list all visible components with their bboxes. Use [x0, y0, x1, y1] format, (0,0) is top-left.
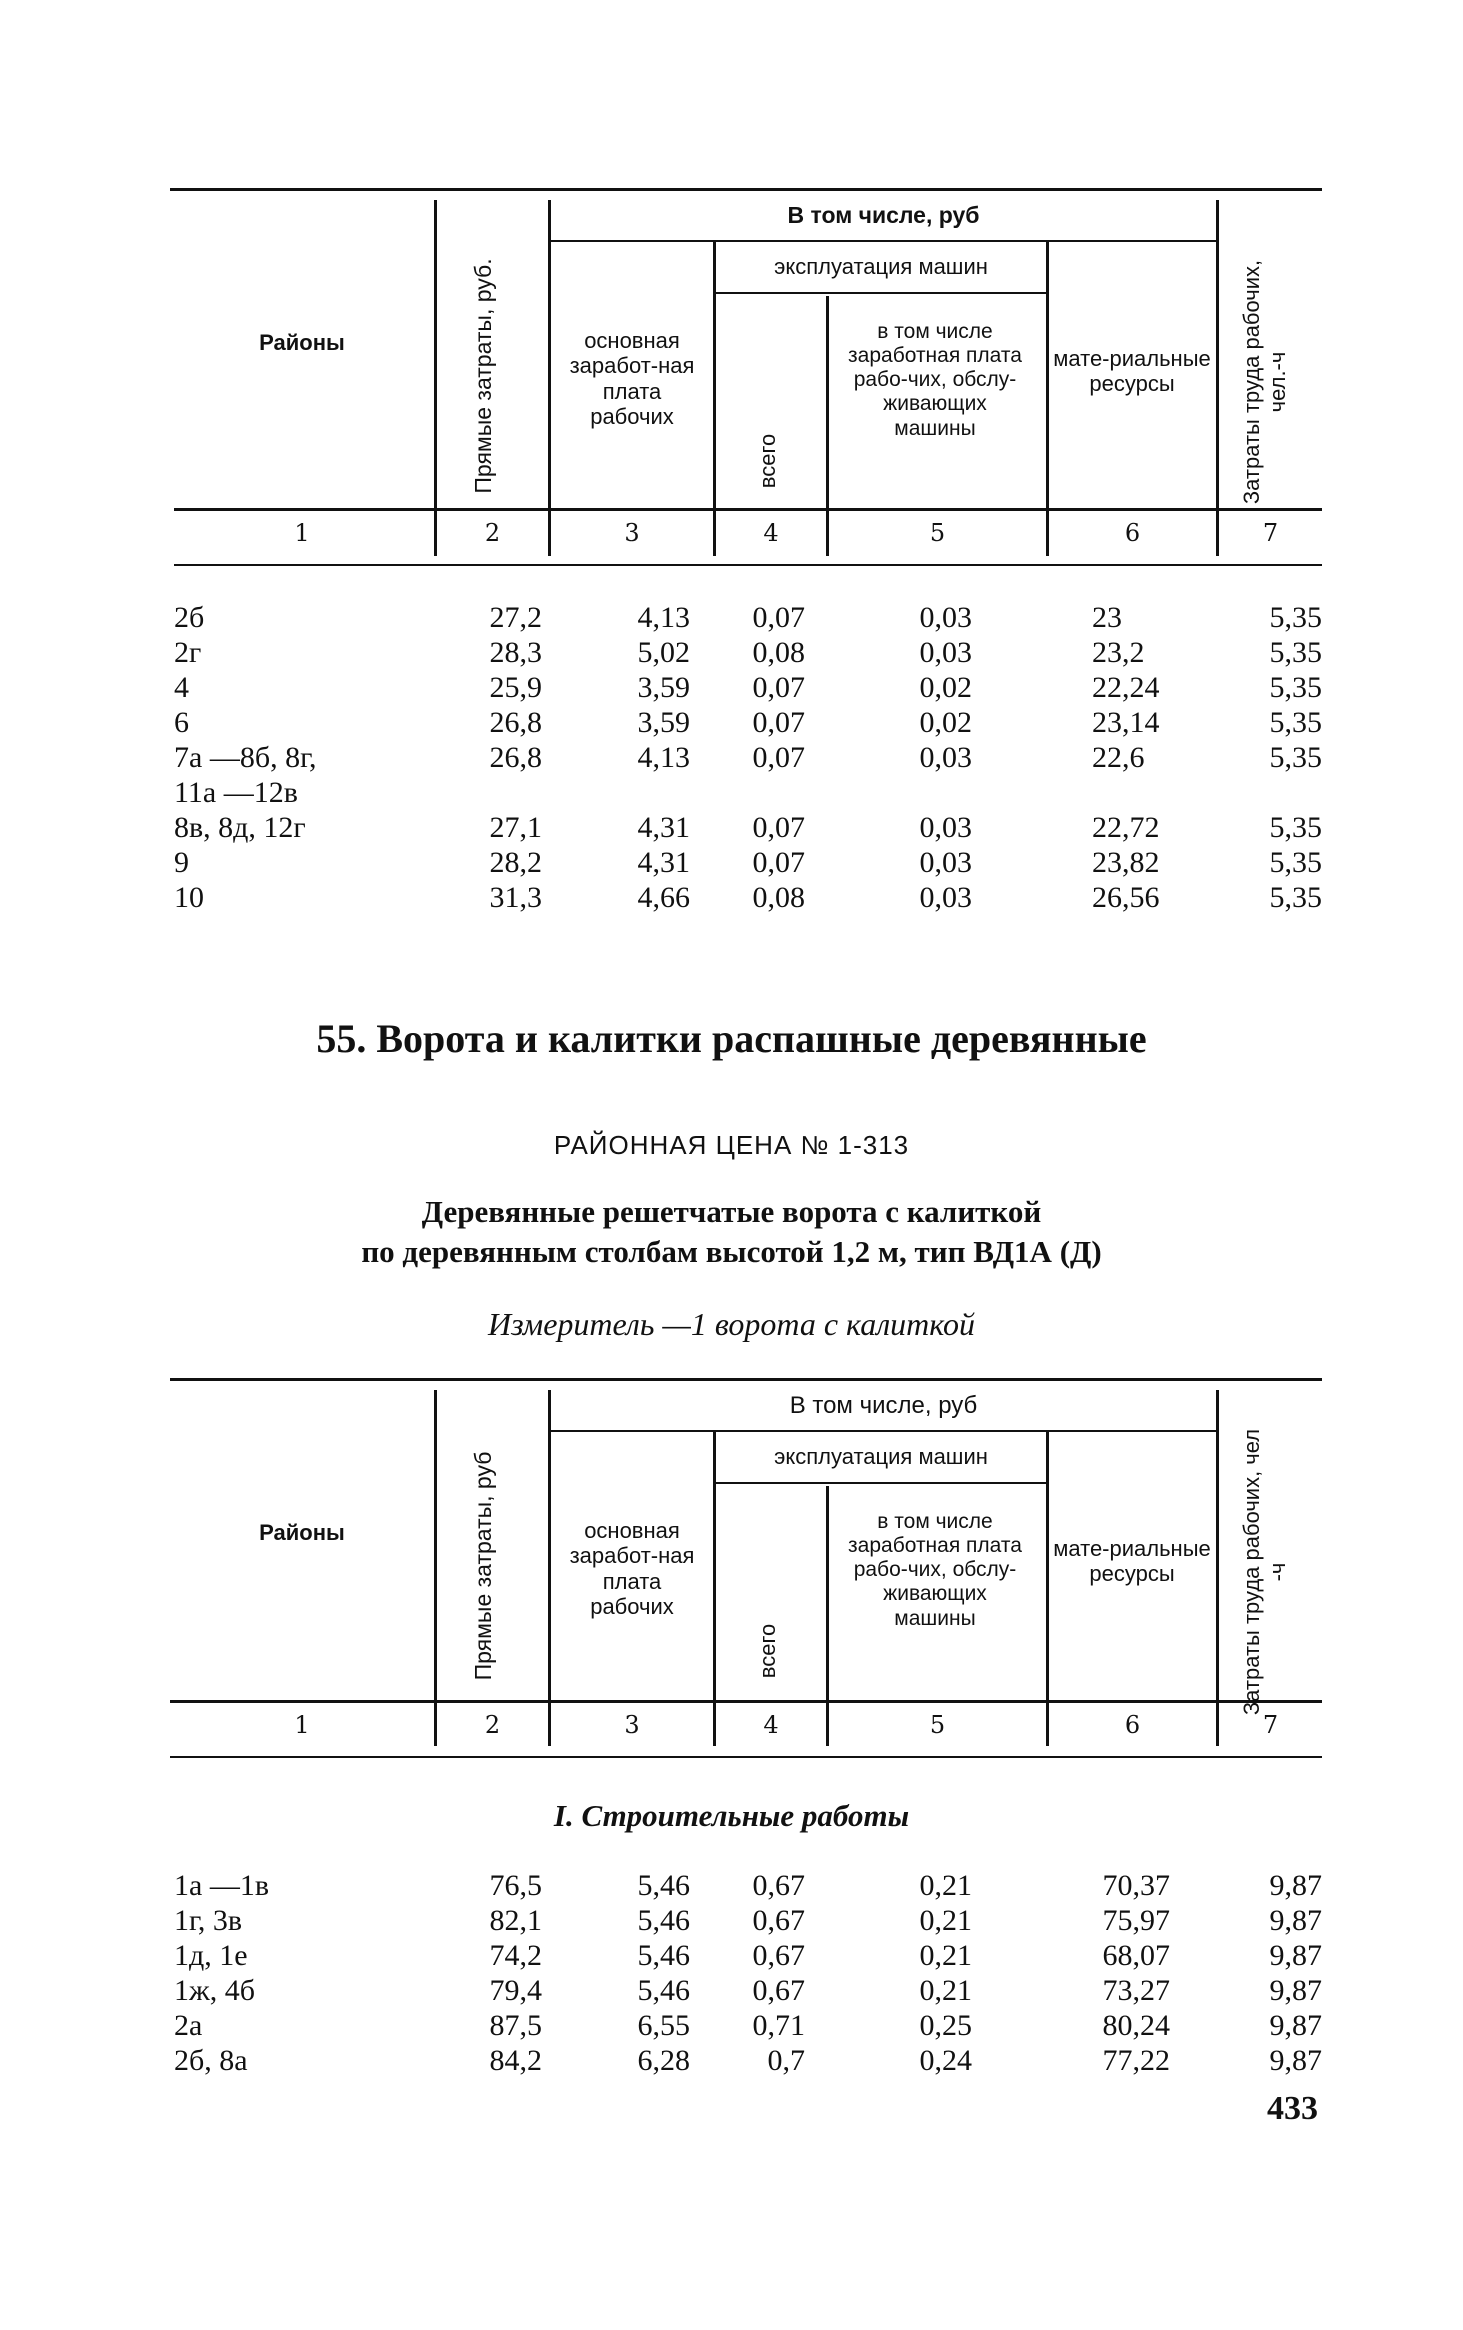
- table-row: [170, 845, 1322, 880]
- value-cell: 3,59: [637, 671, 690, 704]
- value-cell: 84,2: [489, 2044, 542, 2077]
- col-num-2: 2: [484, 1711, 501, 1739]
- value-cell: 9,87: [1269, 1939, 1322, 1972]
- value-cell: 4,66: [637, 881, 690, 914]
- table-row: [170, 600, 1322, 635]
- value-cell: 0,21: [919, 1939, 972, 1972]
- value-cell: 31,3: [489, 881, 542, 914]
- value-cell: 5,35: [1269, 706, 1322, 739]
- col-num-5: 5: [929, 1711, 946, 1739]
- subsection-title: I. Строительные работы: [553, 1798, 910, 1833]
- table-row: [170, 670, 1322, 705]
- value-cell: 5,46: [637, 1904, 690, 1937]
- value-cell: 0,71: [752, 2009, 805, 2042]
- value-cell: 5,35: [1269, 881, 1322, 914]
- value-cell: 27,2: [489, 601, 542, 634]
- region-cell: 1а —1в: [174, 1869, 269, 1902]
- value-cell: 0,07: [752, 811, 805, 844]
- value-cell: 28,2: [489, 846, 542, 879]
- value-cell: 0,03: [919, 846, 972, 879]
- value-cell: 22,24: [1092, 671, 1160, 704]
- table-row: [170, 1868, 1322, 1903]
- value-cell: 0,03: [919, 881, 972, 914]
- region-cell: 9: [174, 846, 189, 879]
- col-num-7: 7: [1262, 1711, 1279, 1739]
- materials-header: мате-риальные ресурсы: [1053, 346, 1211, 397]
- value-cell: 25,9: [489, 671, 542, 704]
- machine-wage-header: в том числе заработная плата рабо-чих, обслу-живающих машины: [848, 320, 1022, 440]
- value-cell: 0,07: [752, 741, 805, 774]
- col-num-6: 6: [1124, 1711, 1141, 1739]
- labor-header: Затраты труда рабочих, чел -ч: [1239, 1428, 1291, 1716]
- direct-costs-header: Прямые затраты, руб: [470, 1451, 496, 1681]
- value-cell: 23,2: [1092, 636, 1145, 669]
- value-cell: 0,03: [919, 741, 972, 774]
- table1-body: [170, 600, 1322, 915]
- region-cell: 4: [174, 671, 189, 704]
- value-cell: 0,02: [919, 671, 972, 704]
- value-cell: 68,07: [1102, 1939, 1170, 1972]
- value-cell: 26,56: [1092, 881, 1160, 914]
- region-cell: 1ж, 4б: [174, 1974, 255, 2007]
- col-num-4: 4: [763, 1711, 779, 1739]
- description-line-2: по деревянным столбам высотой 1,2 м, тип ВД1А (Д): [361, 1234, 1102, 1269]
- base-wage-header: основная заработ-ная плата рабочих: [569, 328, 695, 429]
- table-row: [170, 880, 1322, 915]
- col-num-3: 3: [624, 519, 640, 547]
- value-cell: 74,2: [489, 1939, 542, 1972]
- value-cell: 5,46: [637, 1939, 690, 1972]
- col-num-1: 1: [294, 519, 310, 547]
- labor-header: Затраты труда рабочих, чел.-ч: [1239, 259, 1291, 505]
- machines-group-header: эксплуатация машин: [774, 1444, 988, 1469]
- value-cell: 0,03: [919, 636, 972, 669]
- machine-wage-header: в том числе заработная плата рабо-чих, обслу-живающих машины: [848, 1510, 1022, 1630]
- value-cell: 0,67: [752, 1939, 805, 1972]
- value-cell: 0,67: [752, 1974, 805, 2007]
- table2-body: [170, 1868, 1322, 2078]
- value-cell: 5,35: [1269, 741, 1322, 774]
- region-cell-continued: 11а —12в: [174, 776, 298, 809]
- col-num-2: 2: [484, 519, 501, 547]
- value-cell: 79,4: [489, 1974, 542, 2007]
- col-num-1: 1: [294, 1711, 310, 1739]
- value-cell: 0,07: [752, 706, 805, 739]
- table-row: [170, 810, 1322, 845]
- base-wage-header: основная заработ-ная плата рабочих: [569, 1518, 695, 1619]
- table-row: [170, 1938, 1322, 1973]
- value-cell: 9,87: [1269, 2044, 1322, 2077]
- region-cell: 6: [174, 706, 189, 739]
- value-cell: 0,08: [752, 881, 805, 914]
- col-num-3: 3: [624, 1711, 640, 1739]
- value-cell: 0,21: [919, 1869, 972, 1902]
- value-cell: 76,5: [489, 1869, 542, 1902]
- value-cell: 0,07: [752, 846, 805, 879]
- value-cell: 5,35: [1269, 601, 1322, 634]
- value-cell: 23,14: [1092, 706, 1160, 739]
- item-description: [0, 1192, 1463, 1272]
- region-cell: 2б: [174, 601, 205, 634]
- table1-header: [170, 188, 1322, 568]
- regions-header: Районы: [259, 330, 345, 355]
- value-cell: 5,35: [1269, 671, 1322, 704]
- value-cell: 5,35: [1269, 636, 1322, 669]
- direct-costs-header: Прямые затраты, руб.: [470, 258, 496, 494]
- table-row: [170, 635, 1322, 670]
- value-cell: 82,1: [489, 1904, 542, 1937]
- value-cell: 9,87: [1269, 1904, 1322, 1937]
- value-cell: 5,35: [1269, 811, 1322, 844]
- value-cell: 75,97: [1102, 1904, 1170, 1937]
- col-num-6: 6: [1124, 519, 1141, 547]
- value-cell: 0,67: [752, 1904, 805, 1937]
- page-number: 433: [1267, 2090, 1318, 2127]
- region-cell: 2г: [174, 636, 202, 669]
- value-cell: 9,87: [1269, 2009, 1322, 2042]
- value-cell: 0,07: [752, 671, 805, 704]
- value-cell: 23,82: [1092, 846, 1160, 879]
- value-cell: 5,46: [637, 1869, 690, 1902]
- value-cell: 26,8: [489, 741, 542, 774]
- region-cell: 10: [174, 881, 204, 914]
- value-cell: 87,5: [489, 2009, 542, 2042]
- value-cell: 0,25: [919, 2009, 972, 2042]
- value-cell: 0,03: [919, 601, 972, 634]
- region-cell: 8в, 8д, 12г: [174, 811, 306, 844]
- col-num-4: 4: [763, 519, 779, 547]
- value-cell: 3,59: [637, 706, 690, 739]
- value-cell: 73,27: [1102, 1974, 1170, 2007]
- incl-group-header: В том числе, руб: [789, 1392, 978, 1419]
- value-cell: 5,46: [637, 1974, 690, 2007]
- value-cell: 0,67: [752, 1869, 805, 1902]
- value-cell: 0,21: [919, 1904, 972, 1937]
- value-cell: 0,24: [919, 2044, 972, 2077]
- region-cell: 1д, 1е: [174, 1939, 248, 1972]
- region-cell: 2а: [174, 2009, 203, 2042]
- value-cell: 22,72: [1092, 811, 1160, 844]
- measure-unit: Измеритель —1 ворота с калиткой: [487, 1306, 976, 1342]
- value-cell: 26,8: [489, 706, 542, 739]
- total-header: всего: [755, 433, 780, 489]
- value-cell: 6,55: [637, 2009, 690, 2042]
- value-cell: 4,13: [637, 601, 690, 634]
- value-cell: 77,22: [1102, 2044, 1170, 2077]
- col-num-7: 7: [1262, 519, 1279, 547]
- materials-header: мате-риальные ресурсы: [1053, 1536, 1211, 1587]
- price-number: РАЙОННАЯ ЦЕНА № 1-313: [553, 1130, 910, 1160]
- value-cell: 0,02: [919, 706, 972, 739]
- value-cell: 5,02: [637, 636, 690, 669]
- region-cell: 2б, 8а: [174, 2044, 248, 2077]
- value-cell: 0,03: [919, 811, 972, 844]
- region-cell: 7а —8б, 8г,: [174, 741, 317, 774]
- value-cell: 4,31: [637, 846, 690, 879]
- value-cell: 0,08: [752, 636, 805, 669]
- machines-group-header: эксплуатация машин: [774, 254, 988, 279]
- value-cell: 27,1: [489, 811, 542, 844]
- section-title: 55. Ворота и калитки распашные деревянные: [316, 1016, 1147, 1061]
- value-cell: 5,35: [1269, 846, 1322, 879]
- value-cell: 28,3: [489, 636, 542, 669]
- value-cell: 22,6: [1092, 741, 1145, 774]
- description-line-1: Деревянные решетчатые ворота с калиткой: [421, 1194, 1042, 1229]
- value-cell: 4,31: [637, 811, 690, 844]
- table-row: [170, 705, 1322, 740]
- table-row: [170, 1973, 1322, 2008]
- region-cell: 1г, 3в: [174, 1904, 243, 1937]
- value-cell: 6,28: [637, 2044, 690, 2077]
- table-row: [170, 1903, 1322, 1938]
- value-cell: 0,21: [919, 1974, 972, 2007]
- table-row: [170, 2043, 1322, 2078]
- value-cell: 0,7: [767, 2044, 805, 2077]
- value-cell: 70,37: [1102, 1869, 1170, 1902]
- col-num-5: 5: [929, 519, 946, 547]
- value-cell: 9,87: [1269, 1869, 1322, 1902]
- incl-group-header: В том числе, руб: [787, 202, 980, 228]
- value-cell: 80,24: [1102, 2009, 1170, 2042]
- value-cell: 0,07: [752, 601, 805, 634]
- regions-header: Районы: [259, 1520, 345, 1545]
- value-cell: 4,13: [637, 741, 690, 774]
- value-cell: 9,87: [1269, 1974, 1322, 2007]
- table-row: [170, 2008, 1322, 2043]
- total-header: всего: [755, 1623, 780, 1679]
- table2-header: [170, 1378, 1322, 1758]
- value-cell: 23: [1092, 601, 1122, 634]
- table-row: [170, 740, 1322, 810]
